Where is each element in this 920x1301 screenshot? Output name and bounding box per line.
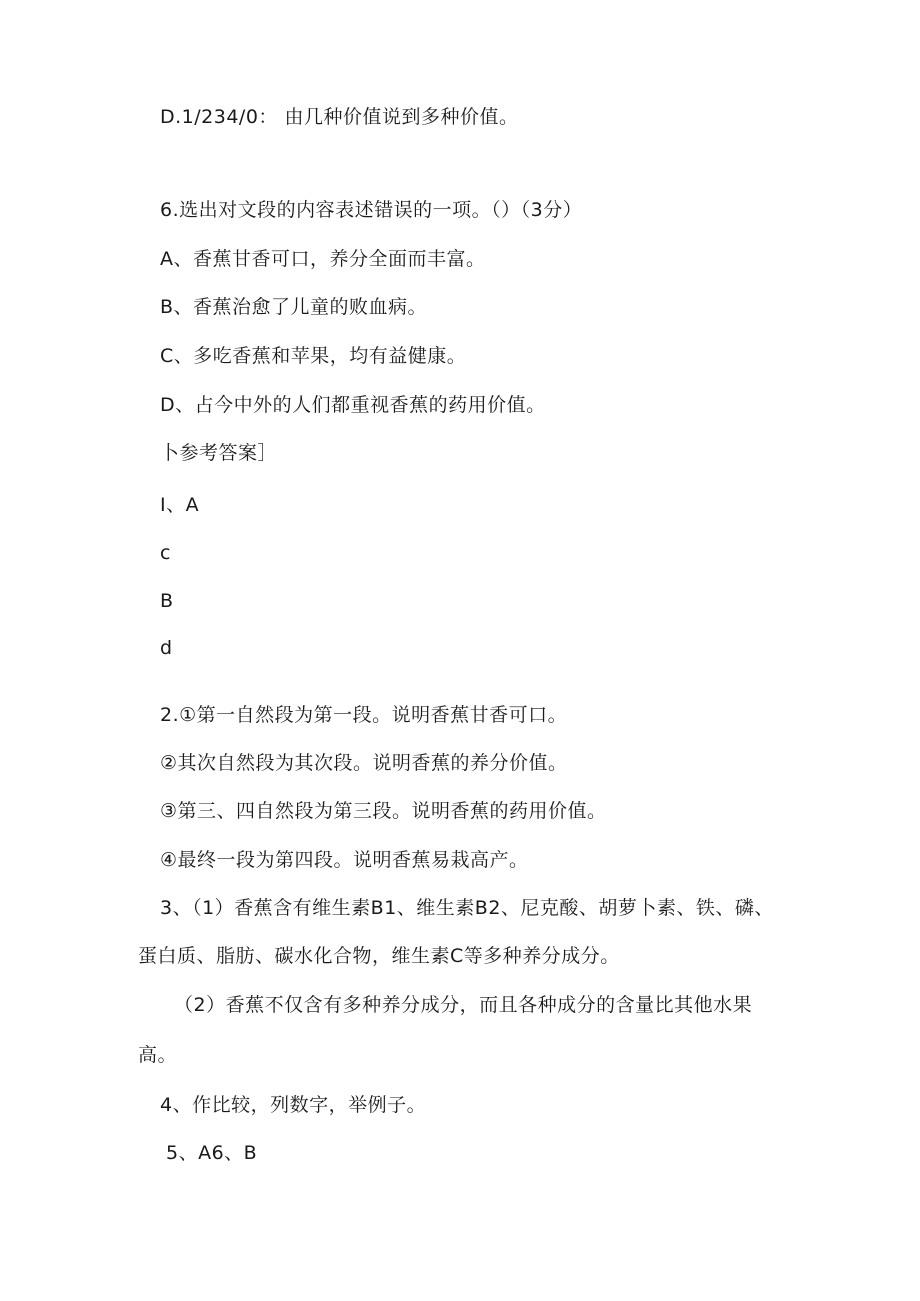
answer-3-part-1: 3、（1）香蕉含有维生素B1、维生素B2、尼克酸、胡萝卜素、铁、磷、 — [160, 897, 774, 919]
option-a: A、香蕉甘香可口，养分全面而丰富。 — [160, 248, 486, 270]
answer-5-6: 5、A6、B — [166, 1142, 258, 1164]
answer-1-d: d — [160, 637, 173, 659]
answer-2-part-1: 2.①第一自然段为第一段。说明香蕉甘香可口。 — [160, 704, 568, 726]
option-d-structure: D.1/234/0： 由几种价值说到多种价值。 — [160, 106, 519, 128]
answer-1-b: B — [160, 590, 174, 612]
answer-3-part-1-cont: 蛋白质、脂肪、碳水化合物，维生素C等多种养分成分。 — [138, 945, 620, 967]
answer-1: I、A — [160, 494, 200, 516]
answer-4: 4、作比较，列数字，举例子。 — [160, 1094, 427, 1116]
option-d: D、占今中外的人们都重视香蕉的药用价值。 — [160, 394, 546, 416]
answer-3-part-2-cont: 高。 — [138, 1044, 178, 1066]
answer-2-part-2: ②其次自然段为其次段。说明香蕉的养分价值。 — [160, 752, 568, 774]
answer-1-c: c — [160, 542, 171, 564]
answer-3-part-2: （2）香蕉不仅含有多种养分成分，而且各种成分的含量比其他水果 — [174, 994, 753, 1016]
option-c: C、多吃香蕉和苹果，均有益健康。 — [160, 345, 467, 367]
answer-2-part-3: ③第三、四自然段为第三段。说明香蕉的药用价值。 — [160, 800, 607, 822]
question-6: 6.选出对文段的内容表述错误的一项。（）（3分） — [160, 199, 583, 221]
answer-2-part-4: ④最终一段为第四段。说明香蕉易栽高产。 — [160, 849, 529, 871]
option-b: B、香蕉治愈了儿童的败血病。 — [160, 296, 428, 318]
answer-heading: 卜参考答案］ — [160, 442, 278, 464]
